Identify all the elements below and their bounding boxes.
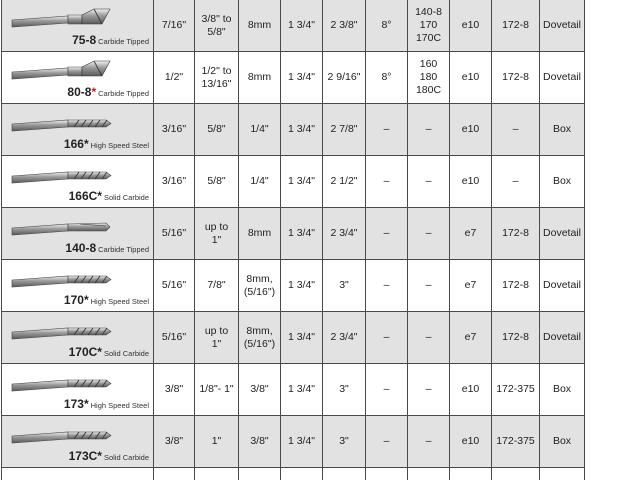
empty-cell [492,468,540,480]
spec-cell-2: 1/8"- 1" [195,364,239,416]
model-number: 80-8 [67,85,92,99]
spec-cell-4: 1 3/4" [281,104,323,156]
empty-cell [366,468,408,480]
spec-cell-6: – [366,416,408,468]
spec-cell-8: e10 [450,0,492,52]
spec-cell-6: 8° [366,0,408,52]
spec-cell-5: 3" [323,416,366,468]
spec-cell-9: – [492,104,540,156]
bit-caption [2,242,149,256]
material-label: Carbide Tipped [98,89,149,98]
table-row [2,208,585,260]
bit-caption [2,294,149,308]
spec-cell-6: – [366,208,408,260]
spec-cell-10: Box [540,416,585,468]
spec-cell-6: – [366,260,408,312]
material-label: High Speed Steel [90,401,149,410]
spec-cell-8: e10 [450,156,492,208]
spec-cell-5: 2 9/16" [323,52,366,104]
spec-cell-7: – [408,416,450,468]
spec-cell-6: – [366,104,408,156]
spec-cell-10: Box [540,104,585,156]
spec-cell-2: 7/8" [195,260,239,312]
router-bit-spec-table [1,0,585,480]
bit-caption [2,398,149,412]
spec-cell-9: 172-8 [492,0,540,52]
spec-cell-3: 1/4" [239,156,281,208]
table-row [2,0,585,52]
spec-cell-9: 172-8 [492,260,540,312]
model-number: 173C [68,449,98,463]
spec-cell-9: 172-8 [492,52,540,104]
star-marker: * [83,397,89,411]
material-label: Carbide Tipped [98,37,149,46]
spec-cell-2: 3/8" to 5/8" [195,0,239,52]
spec-cell-1: 5/16" [154,208,195,260]
spec-cell-1: 3/8" [154,364,195,416]
spec-cell-10: Box [540,364,585,416]
star-marker: * [97,345,102,359]
straight-bit-icon [10,214,114,238]
bit-cell [2,52,154,104]
spec-cell-10: Dovetail [540,208,585,260]
table-row [2,312,585,364]
spec-cell-8: e7 [450,260,492,312]
star-marker: * [97,189,102,203]
material-label: Solid Carbide [103,453,149,462]
spec-cell-4: 1 3/4" [281,0,323,52]
bit-caption [2,190,149,204]
spec-cell-10: Dovetail [540,312,585,364]
table-body [2,0,585,480]
spec-cell-7: – [408,364,450,416]
spec-cell-9: 172-8 [492,312,540,364]
table-row [2,52,585,104]
empty-cell [239,468,281,480]
spec-cell-2: 5/8" [195,104,239,156]
spec-cell-4: 1 3/4" [281,260,323,312]
spec-cell-3: 3/8" [239,416,281,468]
spec-cell-5: 2 3/4" [323,208,366,260]
star-marker: * [83,293,89,307]
table-row [2,260,585,312]
spec-cell-7: – [408,260,450,312]
spec-cell-3: 1/4" [239,104,281,156]
spec-cell-2: 5/8" [195,156,239,208]
spec-cell-9: 172-375 [492,416,540,468]
spec-cell-9: – [492,156,540,208]
spec-cell-7: 160 180 180C [408,52,450,104]
spec-cell-4: 1 3/4" [281,312,323,364]
bit-caption [2,86,149,100]
bit-cell [2,416,154,468]
spec-cell-7: – [408,104,450,156]
spec-cell-7: 140-8 170 170C [408,0,450,52]
spec-cell-6: – [366,312,408,364]
model-number: 75-8 [72,33,97,47]
spec-cell-5: 3" [323,364,366,416]
bit-cell [2,312,154,364]
spec-cell-4: 1 3/4" [281,364,323,416]
star-marker: * [91,85,97,99]
spiral-bit-icon [10,110,114,134]
spec-cell-3: 8mm [239,52,281,104]
star-marker: * [97,449,102,463]
material-label: Carbide Tipped [98,245,149,254]
spec-cell-8: e10 [450,104,492,156]
star-marker: * [83,137,89,151]
spec-cell-5: 3" [323,260,366,312]
bit-cell [2,208,154,260]
spec-cell-8: e10 [450,52,492,104]
empty-cell [195,468,239,480]
spec-cell-7: – [408,312,450,364]
spec-cell-9: 172-375 [492,364,540,416]
spec-cell-4: 1 3/4" [281,208,323,260]
bit-cell [2,260,154,312]
material-label: Solid Carbide [103,349,149,358]
dovetail-bit-icon [10,6,114,30]
empty-cell [408,468,450,480]
empty-cell [2,468,154,480]
spec-cell-6: – [366,156,408,208]
spec-cell-1: 5/16" [154,260,195,312]
spec-cell-6: 8° [366,52,408,104]
spec-cell-4: 1 3/4" [281,52,323,104]
spec-cell-5: 2 1/2" [323,156,366,208]
model-number: 170 [63,293,84,307]
spec-cell-4: 1 3/4" [281,416,323,468]
bit-cell [2,0,154,52]
spec-cell-3: 8mm [239,208,281,260]
spec-cell-8: e7 [450,312,492,364]
spec-cell-4: 1 3/4" [281,156,323,208]
spec-cell-10: Dovetail [540,0,585,52]
spec-cell-2: up to 1" [195,312,239,364]
spec-cell-10: Box [540,156,585,208]
model-number: 140-8 [65,241,97,255]
model-number: 173 [63,397,84,411]
table-row [2,416,585,468]
spec-cell-6: – [366,364,408,416]
spec-cell-3: 3/8" [239,364,281,416]
spec-cell-1: 5/16" [154,312,195,364]
table-row [2,156,585,208]
table-row [2,104,585,156]
bit-caption [2,450,149,464]
material-label: High Speed Steel [90,141,149,150]
bit-cell [2,364,154,416]
spec-cell-3: 8mm, (5/16") [239,260,281,312]
empty-cell [323,468,366,480]
spec-cell-3: 8mm [239,0,281,52]
empty-cell [281,468,323,480]
spec-cell-1: 1/2" [154,52,195,104]
bit-caption [2,346,149,360]
bit-cell [2,156,154,208]
spec-cell-5: 2 7/8" [323,104,366,156]
spiral-bit-icon [10,422,114,446]
spiral-bit-icon [10,370,114,394]
spec-cell-1: 3/16" [154,156,195,208]
spec-cell-8: e7 [450,208,492,260]
spec-cell-8: e10 [450,416,492,468]
material-label: High Speed Steel [90,297,149,306]
spec-cell-2: 1" [195,416,239,468]
spiral-bit-icon [10,162,114,186]
spec-cell-7: – [408,208,450,260]
spec-cell-1: 7/16" [154,0,195,52]
empty-cell [450,468,492,480]
model-number: 166C [68,189,98,203]
spiral-bit-icon [10,318,114,342]
empty-cell [154,468,195,480]
dovetail-bit-icon [10,58,114,82]
spec-cell-10: Dovetail [540,52,585,104]
bit-caption [2,138,149,152]
empty-cell [540,468,585,480]
spec-cell-9: 172-8 [492,208,540,260]
spec-cell-1: 3/8" [154,416,195,468]
spec-cell-10: Dovetail [540,260,585,312]
table-row [2,364,585,416]
spec-cell-3: 8mm, (5/16") [239,312,281,364]
table-row-partial [2,468,585,480]
spec-cell-7: – [408,156,450,208]
model-number: 170C [68,345,98,359]
bit-cell [2,104,154,156]
model-number: 166 [63,137,84,151]
spec-cell-2: up to 1" [195,208,239,260]
bit-caption [2,34,149,48]
spiral-bit-icon [10,266,114,290]
material-label: Solid Carbide [103,193,149,202]
spec-cell-8: e10 [450,364,492,416]
spec-cell-1: 3/16" [154,104,195,156]
spec-cell-5: 2 3/4" [323,312,366,364]
spec-cell-2: 1/2" to 13/16" [195,52,239,104]
spec-cell-5: 2 3/8" [323,0,366,52]
